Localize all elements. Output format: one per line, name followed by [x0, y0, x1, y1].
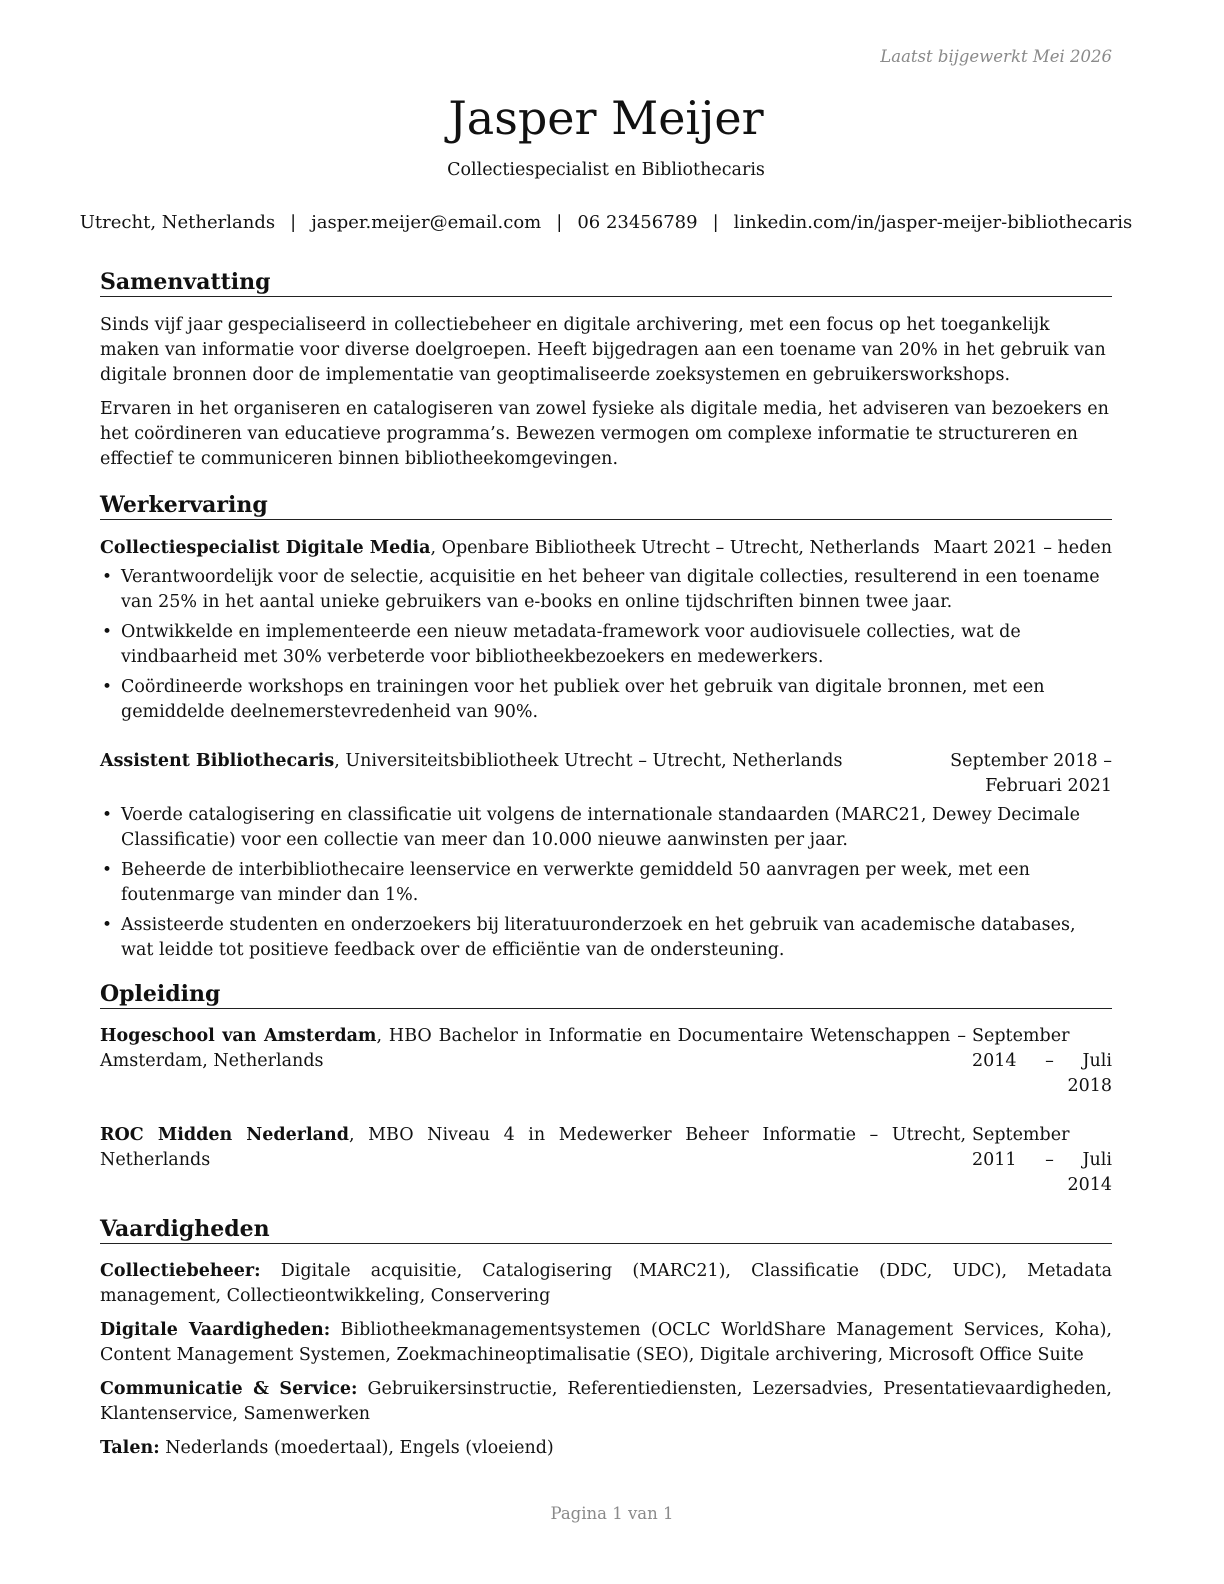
education-section: [100, 981, 1112, 1198]
contact-line: [79, 210, 1133, 235]
job-dates: September 2018 – Februari 2021: [950, 751, 1112, 796]
contact-separator: |: [556, 212, 563, 233]
candidate-title: Collectiespecialist en Bibliothecaris: [447, 160, 765, 180]
candidate-name: Jasper Meijer: [448, 91, 764, 145]
skill-label: Communicatie & Service:: [100, 1379, 358, 1399]
job-header: [100, 749, 1112, 799]
contact-separator: |: [712, 212, 719, 233]
education-dates-line: 2018: [1067, 1076, 1112, 1096]
skill-text: Bibliotheekmanagementsystemen (OCLC WorldShare Management Services, Koha), Content Management Systemen, Zoekmachineoptimalisatie (SEO), Digitale archivering, Microsoft Office Suite: [100, 1320, 1112, 1365]
skill-text: Gebruikersinstructie, Referentiediensten, Lezersadvies, Presentatievaardigheden, Klantenservice, Samenwerken: [100, 1379, 1112, 1424]
skill-text: Digitale acquisitie, Catalogisering (MARC21), Classificatie (DDC, UDC), Metadata management, Collectieontwikkeling, Conservering: [100, 1261, 1112, 1306]
skill-line: [100, 1259, 1112, 1309]
page-number: Pagina 1 van 1: [550, 1504, 674, 1523]
education-dates-line: September 2014 – Juli: [972, 1026, 1112, 1071]
job-bullet: • Assisteerde studenten en onderzoekers bij literatuuronderzoek en het gebruik van academische databases, wat leidde tot positieve feedback over de efficiëntie van de ondersteuning.: [100, 913, 1112, 963]
job-organization: , Openbare Bibliotheek Utrecht – Utrecht, Netherlands: [430, 538, 920, 558]
job-bullets: [100, 803, 1112, 963]
contact-separator: |: [290, 212, 297, 233]
education-dates-line: September 2011 – Juli: [972, 1125, 1112, 1170]
job-bullet: • Verantwoordelijk voor de selectie, acquisitie en het beheer van digitale collecties, resulterend in een toename van 25% in het aantal unieke gebruikers van e-books en online tijdschriften binnen twee jaar.: [100, 565, 1112, 615]
education-heading: Opleiding: [100, 981, 1112, 1009]
skills-heading: Vaardigheden: [100, 1216, 1112, 1244]
experience-heading: Werkervaring: [100, 492, 1112, 520]
contact-email[interactable]: jasper.meijer@email.com: [311, 212, 542, 233]
education-school: Hogeschool van Amsterdam: [100, 1026, 377, 1046]
summary-heading: Samenvatting: [100, 269, 1112, 297]
last-updated-note: Laatst bijgewerkt Mei 2026: [880, 47, 1112, 66]
summary-section: [100, 269, 1112, 472]
education-entry: [100, 1123, 1112, 1198]
experience-section: [100, 492, 1112, 963]
skill-line: [100, 1436, 1112, 1461]
contact-location: Utrecht, Netherlands: [79, 212, 276, 233]
contact-linkedin[interactable]: linkedin.com/in/jasper-meijer-bibliothecaris: [733, 212, 1133, 233]
job-role: Collectiespecialist Digitale Media: [100, 538, 431, 558]
job-dates: Maart 2021 – heden: [933, 538, 1112, 558]
education-school: ROC Midden Nederland: [100, 1125, 349, 1145]
job-organization: , Universiteitsbibliotheek Utrecht – Utrecht, Netherlands: [334, 751, 843, 771]
summary-paragraph-2: Ervaren in het organiseren en catalogiseren van zowel fysieke als digitale media, het adviseren van bezoekers en het coördineren van educatieve programma’s. Bewezen vermogen om complexe informatie te structureren en effectief te communiceren binnen bibliotheekomgevingen.: [100, 399, 1109, 469]
skill-label: Talen:: [100, 1438, 160, 1458]
education-dates-line: 2014: [1067, 1175, 1112, 1195]
job-role: Assistent Bibliothecaris: [100, 751, 335, 771]
summary-paragraph-1: Sinds vijf jaar gespecialiseerd in collectiebeheer en digitale archivering, met een focus op het toegankelijk maken van informatie voor diverse doelgroepen. Heeft bijgedragen aan een toename van 20% in het gebruik van digitale bronnen door de implementatie van geoptimaliseerde zoeksystemen en gebruikersworkshops.: [100, 315, 1106, 385]
education-entry: [100, 1024, 1112, 1099]
skills-section: [100, 1216, 1112, 1461]
education-detail: , MBO Niveau 4 in Medewerker Beheer Informatie – Utrecht, Netherlands: [100, 1125, 967, 1170]
job-bullet: • Beheerde de interbibliothecaire leenservice en verwerkte gemiddeld 50 aanvragen per week, met een foutenmarge van minder dan 1%.: [100, 858, 1112, 908]
skill-label: Collectiebeheer:: [100, 1261, 261, 1281]
education-dates: [972, 1024, 1112, 1099]
contact-phone: 06 23456789: [577, 212, 698, 233]
education-detail: , HBO Bachelor in Informatie en Documentaire Wetenschappen – Amsterdam, Netherlands: [100, 1026, 966, 1071]
skill-line: [100, 1377, 1112, 1427]
education-dates: [972, 1123, 1112, 1198]
job-entry: [100, 749, 1112, 963]
job-bullet: • Voerde catalogisering en classificatie uit volgens de internationale standaarden (MARC21, Dewey Decimale Classificatie) voor een collectie van meer dan 10.000 nieuwe aanwinsten per jaar.: [100, 803, 1112, 853]
job-bullets: [100, 565, 1112, 725]
job-header: [100, 536, 1112, 561]
skill-text: Nederlands (moedertaal), Engels (vloeiend): [159, 1438, 554, 1458]
skill-line: [100, 1318, 1112, 1368]
job-entry: [100, 536, 1112, 725]
skill-label: Digitale Vaardigheden:: [100, 1320, 331, 1340]
job-bullet: • Ontwikkelde en implementeerde een nieuw metadata-framework voor audiovisuele collecties, wat de vindbaarheid met 30% verbeterde voor bibliotheekbezoekers en medewerkers.: [100, 620, 1112, 670]
job-bullet: • Coördineerde workshops en trainingen voor het publiek over het gebruik van digitale bronnen, met een gemiddelde deelnemerstevredenheid van 90%.: [100, 675, 1112, 725]
